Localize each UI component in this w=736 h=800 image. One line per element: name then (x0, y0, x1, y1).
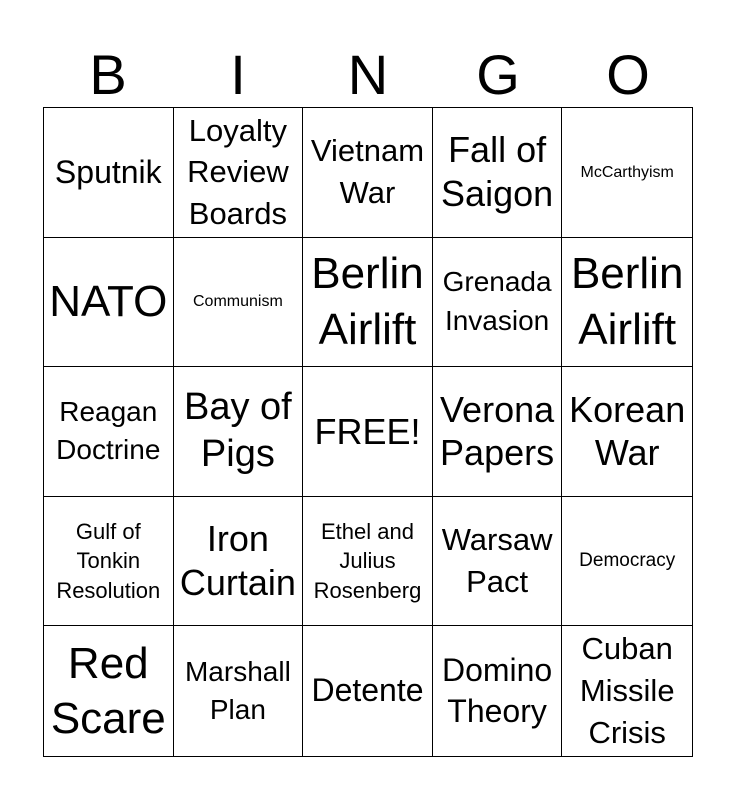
cell-text: Red Scare (50, 638, 166, 744)
cell-text: Berlin Airlift (570, 249, 684, 354)
bingo-cell[interactable] (174, 367, 304, 497)
bingo-cell[interactable] (433, 238, 563, 368)
cell-text: Ethel and Julius Rosenberg (313, 518, 422, 603)
cell-text: Loyalty Review Boards (187, 112, 289, 232)
bingo-cell[interactable] (303, 626, 433, 756)
cell-text: Gulf of Tonkin Resolution (56, 518, 161, 603)
cell-text: FREE! (314, 410, 421, 452)
cell-text: Korean War (569, 388, 686, 474)
cell-text: Sputnik (54, 153, 162, 190)
bingo-cell[interactable] (44, 367, 174, 497)
cell-text: Bay of Pigs (184, 385, 292, 476)
bingo-cell[interactable] (433, 626, 563, 756)
cell-text: Reagan Doctrine (56, 395, 161, 466)
bingo-cell[interactable] (562, 367, 692, 497)
bingo-cell[interactable] (303, 497, 433, 627)
bingo-cell[interactable] (174, 108, 304, 238)
bingo-cell[interactable] (44, 626, 174, 756)
header-letter-i: I (230, 43, 246, 106)
bingo-cell[interactable] (562, 497, 692, 627)
cell-text: NATO (49, 277, 168, 327)
header-letter-n: N (347, 43, 389, 106)
bingo-cell[interactable] (433, 367, 563, 497)
header-letter-o: O (606, 43, 650, 106)
cell-text: Berlin Airlift (311, 249, 424, 354)
bingo-cell[interactable] (174, 497, 304, 627)
cell-text: Marshall Plan (184, 655, 291, 726)
cell-text: Detente (311, 672, 424, 709)
bingo-cell[interactable] (44, 497, 174, 627)
cell-text: Verona Papers (440, 388, 555, 474)
bingo-header (43, 44, 693, 106)
cell-text: Democracy (579, 549, 676, 571)
bingo-board (43, 107, 693, 757)
bingo-cell[interactable] (174, 238, 304, 368)
bingo-cell[interactable] (303, 108, 433, 238)
cell-text: Domino Theory (441, 651, 553, 730)
cell-text: Communism (192, 293, 283, 311)
bingo-cell[interactable] (562, 108, 692, 238)
cell-text: Fall of Saigon (441, 129, 554, 215)
cell-text: Warsaw Pact (441, 522, 553, 600)
cell-text: Grenada Invasion (442, 266, 552, 336)
bingo-cell[interactable] (303, 367, 433, 497)
bingo-cell[interactable] (174, 626, 304, 756)
cell-text: McCarthyism (580, 163, 674, 181)
bingo-cell[interactable] (433, 497, 563, 627)
cell-text: Iron Curtain (179, 518, 296, 604)
bingo-cell[interactable] (562, 626, 692, 756)
bingo-cell[interactable] (433, 108, 563, 238)
cell-text: Cuban Missile Crisis (579, 631, 675, 751)
header-letter-b: B (89, 43, 127, 106)
bingo-cell[interactable] (44, 108, 174, 238)
cell-text: Vietnam War (310, 133, 425, 211)
header-letter-g: G (476, 43, 520, 106)
bingo-cell[interactable] (562, 238, 692, 368)
bingo-cell[interactable] (44, 238, 174, 368)
bingo-cell[interactable] (303, 238, 433, 368)
